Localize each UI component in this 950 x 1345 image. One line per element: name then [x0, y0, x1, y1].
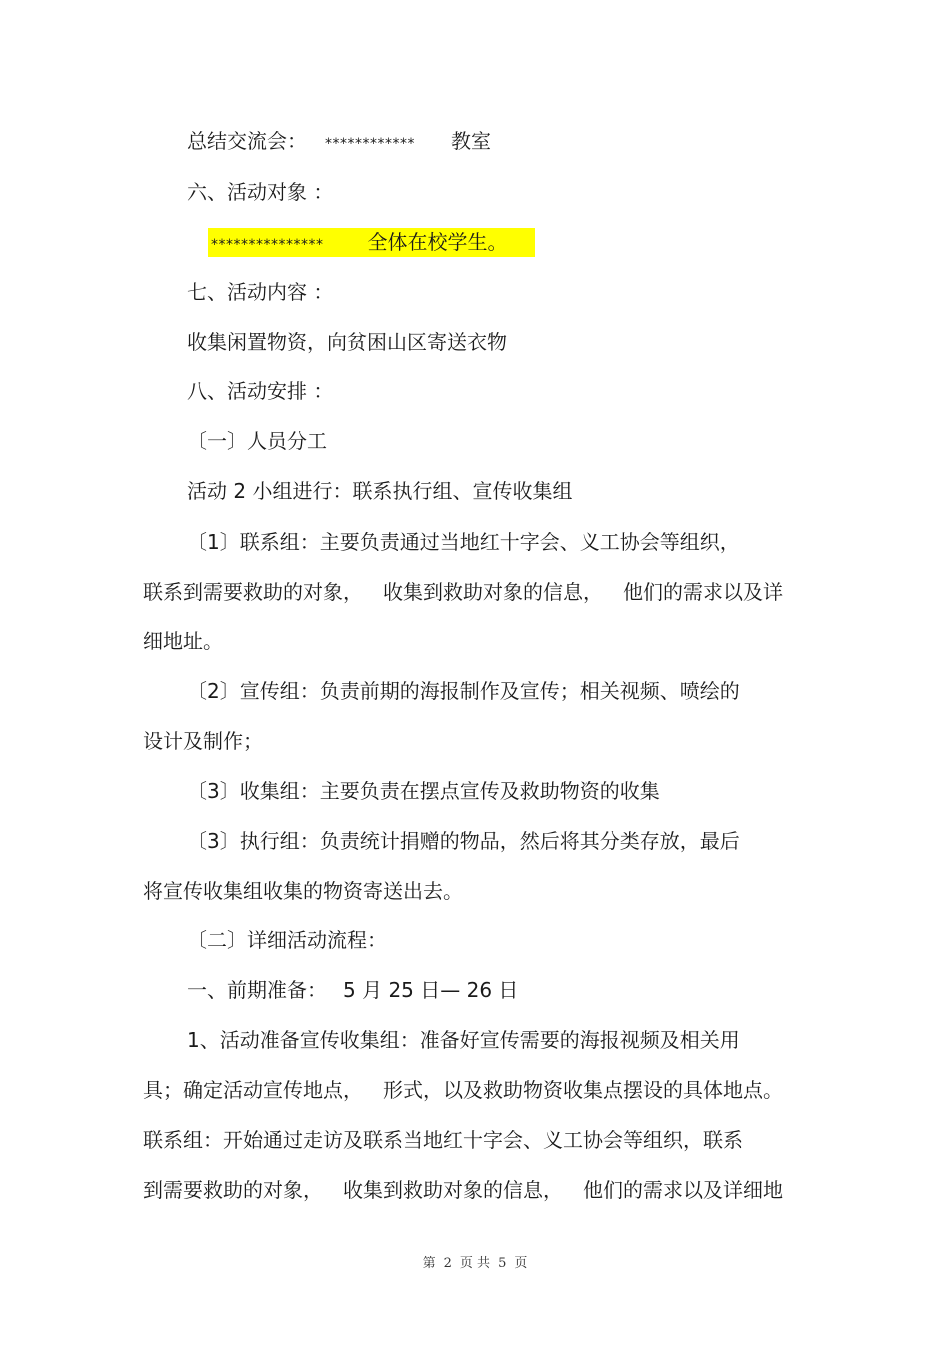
- preparation-date: 5 月 25 日— 26 日: [343, 978, 519, 1002]
- page-total: 5: [498, 1256, 507, 1271]
- preparation-line: [187, 976, 518, 1004]
- text-segment: 到需要救助的对象，: [143, 1178, 323, 1202]
- text-segment: 收集到救助对象的信息，: [343, 1178, 563, 1202]
- masked-text: ************: [325, 136, 415, 152]
- footer-mid: 页 共: [459, 1256, 491, 1271]
- paragraph-line: [143, 578, 783, 606]
- subheading-process: 〔二〕详细活动流程：: [187, 928, 387, 952]
- page-number: 2: [443, 1256, 452, 1271]
- page-footer: [0, 1252, 950, 1271]
- paragraph-line: 〔3〕执行组：负责统计捐赠的物品，然后将其分类存放，最后: [187, 829, 740, 853]
- paragraph-line: 将宣传收集组收集的物资寄送出去。: [143, 879, 463, 903]
- targets-text: 全体在校学生。: [367, 230, 508, 254]
- paragraph-line: [143, 1176, 783, 1204]
- paragraph-line: 联系组：开始通过走访及联系当地红十字会、义工协会等组织，联系: [143, 1128, 743, 1152]
- footer-prefix: 第: [422, 1256, 436, 1271]
- masked-text: ***************: [211, 237, 324, 253]
- location-text: 教室: [451, 129, 491, 153]
- summary-meeting-line: [187, 127, 491, 158]
- paragraph-line: 1、活动准备宣传收集组：准备好宣传需要的海报视频及相关用: [187, 1028, 740, 1052]
- paragraph-line: 细地址。: [143, 629, 223, 653]
- groups-text: 活动 2 小组进行：联系执行组、宣传收集组: [187, 479, 573, 503]
- footer-suffix: 页: [514, 1256, 528, 1271]
- subheading-staffing: 〔一〕人员分工: [187, 429, 327, 453]
- text-segment: 具；确定活动宣传地点，: [143, 1078, 363, 1102]
- text-segment: 形式，以及救助物资收集点摆设的具体地点。: [383, 1078, 783, 1102]
- targets-line: [211, 228, 508, 259]
- section-heading-content: 七、活动内容 ：: [187, 280, 334, 304]
- text-segment: 他们的需求以及详: [623, 580, 783, 604]
- section-heading-arrangement: 八、活动安排 ：: [187, 379, 334, 403]
- summary-meeting-label: 总结交流会：: [187, 129, 307, 153]
- paragraph-line: [143, 1076, 783, 1104]
- text-segment: 联系到需要救助的对象，: [143, 580, 363, 604]
- paragraph-line: 〔3〕收集组：主要负责在摆点宣传及救助物资的收集: [187, 779, 660, 803]
- content-text: 收集闲置物资，向贫困山区寄送衣物: [187, 330, 507, 354]
- paragraph-line: 〔2〕宣传组：负责前期的海报制作及宣传；相关视频、喷绘的: [187, 679, 740, 703]
- paragraph-line: 〔1〕联系组：主要负责通过当地红十字会、义工协会等组织，: [187, 530, 740, 554]
- text-segment: 他们的需求以及详细地: [583, 1178, 783, 1202]
- section-heading-targets: 六、活动对象 ：: [187, 180, 334, 204]
- text-segment: 收集到救助对象的信息，: [383, 580, 603, 604]
- paragraph-line: 设计及制作；: [143, 729, 263, 753]
- preparation-label: 一、前期准备：: [187, 978, 327, 1002]
